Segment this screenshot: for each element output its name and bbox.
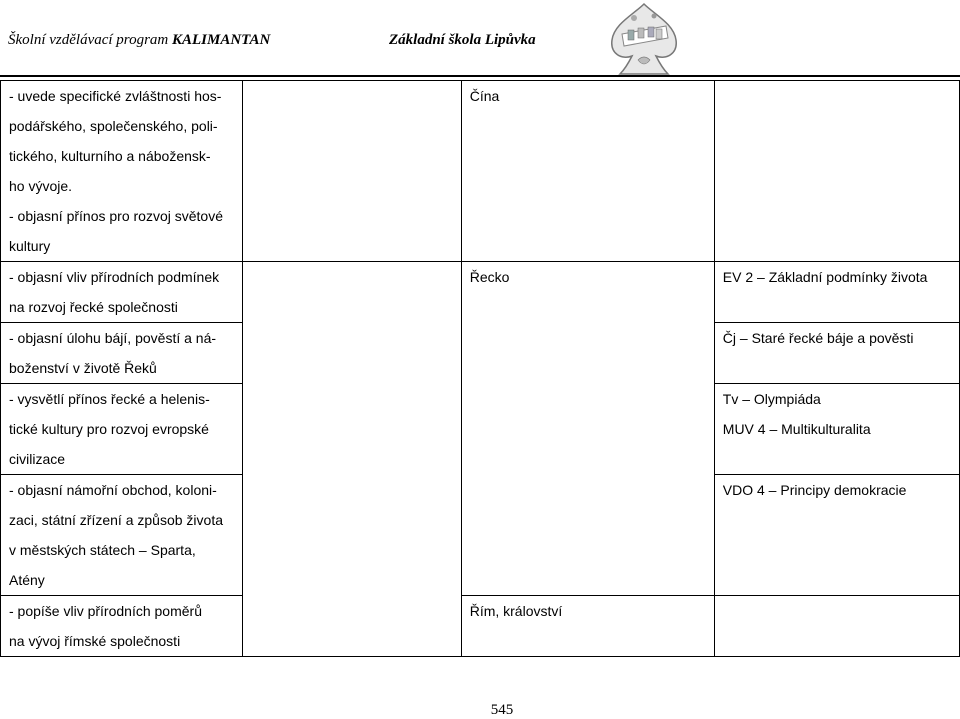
outcome-line: ho vývoje.: [9, 178, 73, 194]
table-row: [1, 81, 960, 262]
blank-cell: [242, 81, 461, 262]
outcome-line: v městských státech – Sparta,: [9, 542, 196, 558]
topic-cell: [461, 81, 714, 262]
themes-cell: [714, 81, 959, 262]
curriculum-table: [0, 80, 960, 657]
program-prefix: Školní vzdělávací program: [8, 32, 172, 48]
outcome-line: - objasní námořní obchod, koloni-: [9, 482, 217, 498]
outcome-line: zaci, státní zřízení a způsob života: [9, 512, 223, 528]
outcome-line: na rozvoj řecké společnosti: [9, 299, 178, 315]
themes-cell: [714, 384, 959, 475]
outcome-cell: [1, 262, 243, 323]
themes-cell: [714, 475, 959, 596]
themes-cell: [714, 596, 959, 657]
table-row: [1, 596, 960, 657]
theme-line: Tv – Olympiáda: [722, 391, 821, 407]
program-name: KALIMANTAN: [172, 32, 271, 48]
program-title: [8, 32, 270, 49]
outcome-line: kultury: [9, 238, 51, 254]
theme-line: VDO 4 – Principy demokracie: [722, 482, 907, 498]
outcome-line: - objasní úlohu bájí, pověstí a ná-: [9, 330, 217, 346]
theme-line: EV 2 – Základní podmínky života: [722, 269, 928, 285]
theme-line: MUV 4 – Multikulturalita: [722, 421, 871, 437]
topic-text: Řím, království: [469, 603, 563, 619]
outcome-line: - objasní přínos pro rozvoj světové: [9, 208, 223, 224]
page-number: 545: [490, 702, 514, 718]
table-row: [1, 262, 960, 323]
topic-text: Čína: [469, 88, 500, 104]
outcome-line: na vývoj římské společnosti: [9, 633, 181, 649]
outcome-line: boženství v životě Řeků: [9, 360, 157, 376]
outcome-line: - objasní vliv přírodních podmínek: [9, 269, 220, 285]
themes-cell: [714, 323, 959, 384]
outcome-line: - uvede specifické zvláštnosti hos-: [9, 88, 222, 104]
outcome-line: tické kultury pro rozvoj evropské: [9, 421, 209, 437]
topic-text: Řecko: [469, 269, 510, 285]
outcome-cell: [1, 596, 243, 657]
outcome-line: - popíše vliv přírodních poměrů: [9, 603, 202, 619]
themes-cell: [714, 262, 959, 323]
topic-cell: [461, 596, 714, 657]
header-divider: [0, 75, 960, 77]
topic-cell: [461, 262, 714, 596]
outcome-line: civilizace: [9, 451, 66, 467]
outcome-line: - vysvětlí přínos řecké a helenis-: [9, 391, 210, 407]
outcome-line: tického, kulturního a nábožensk-: [9, 148, 211, 164]
school-logo-icon: [604, 0, 684, 80]
outcome-cell: [1, 384, 243, 475]
outcome-cell: [1, 81, 243, 262]
outcome-cell: [1, 475, 243, 596]
blank-cell: [242, 262, 461, 657]
theme-line: Čj – Staré řecké báje a pověsti: [722, 330, 914, 346]
outcome-line: podářského, společenského, poli-: [9, 118, 218, 134]
outcome-cell: [1, 323, 243, 384]
outcome-line: Atény: [9, 572, 45, 588]
school-name: Základní škola Lipůvka: [389, 32, 536, 48]
